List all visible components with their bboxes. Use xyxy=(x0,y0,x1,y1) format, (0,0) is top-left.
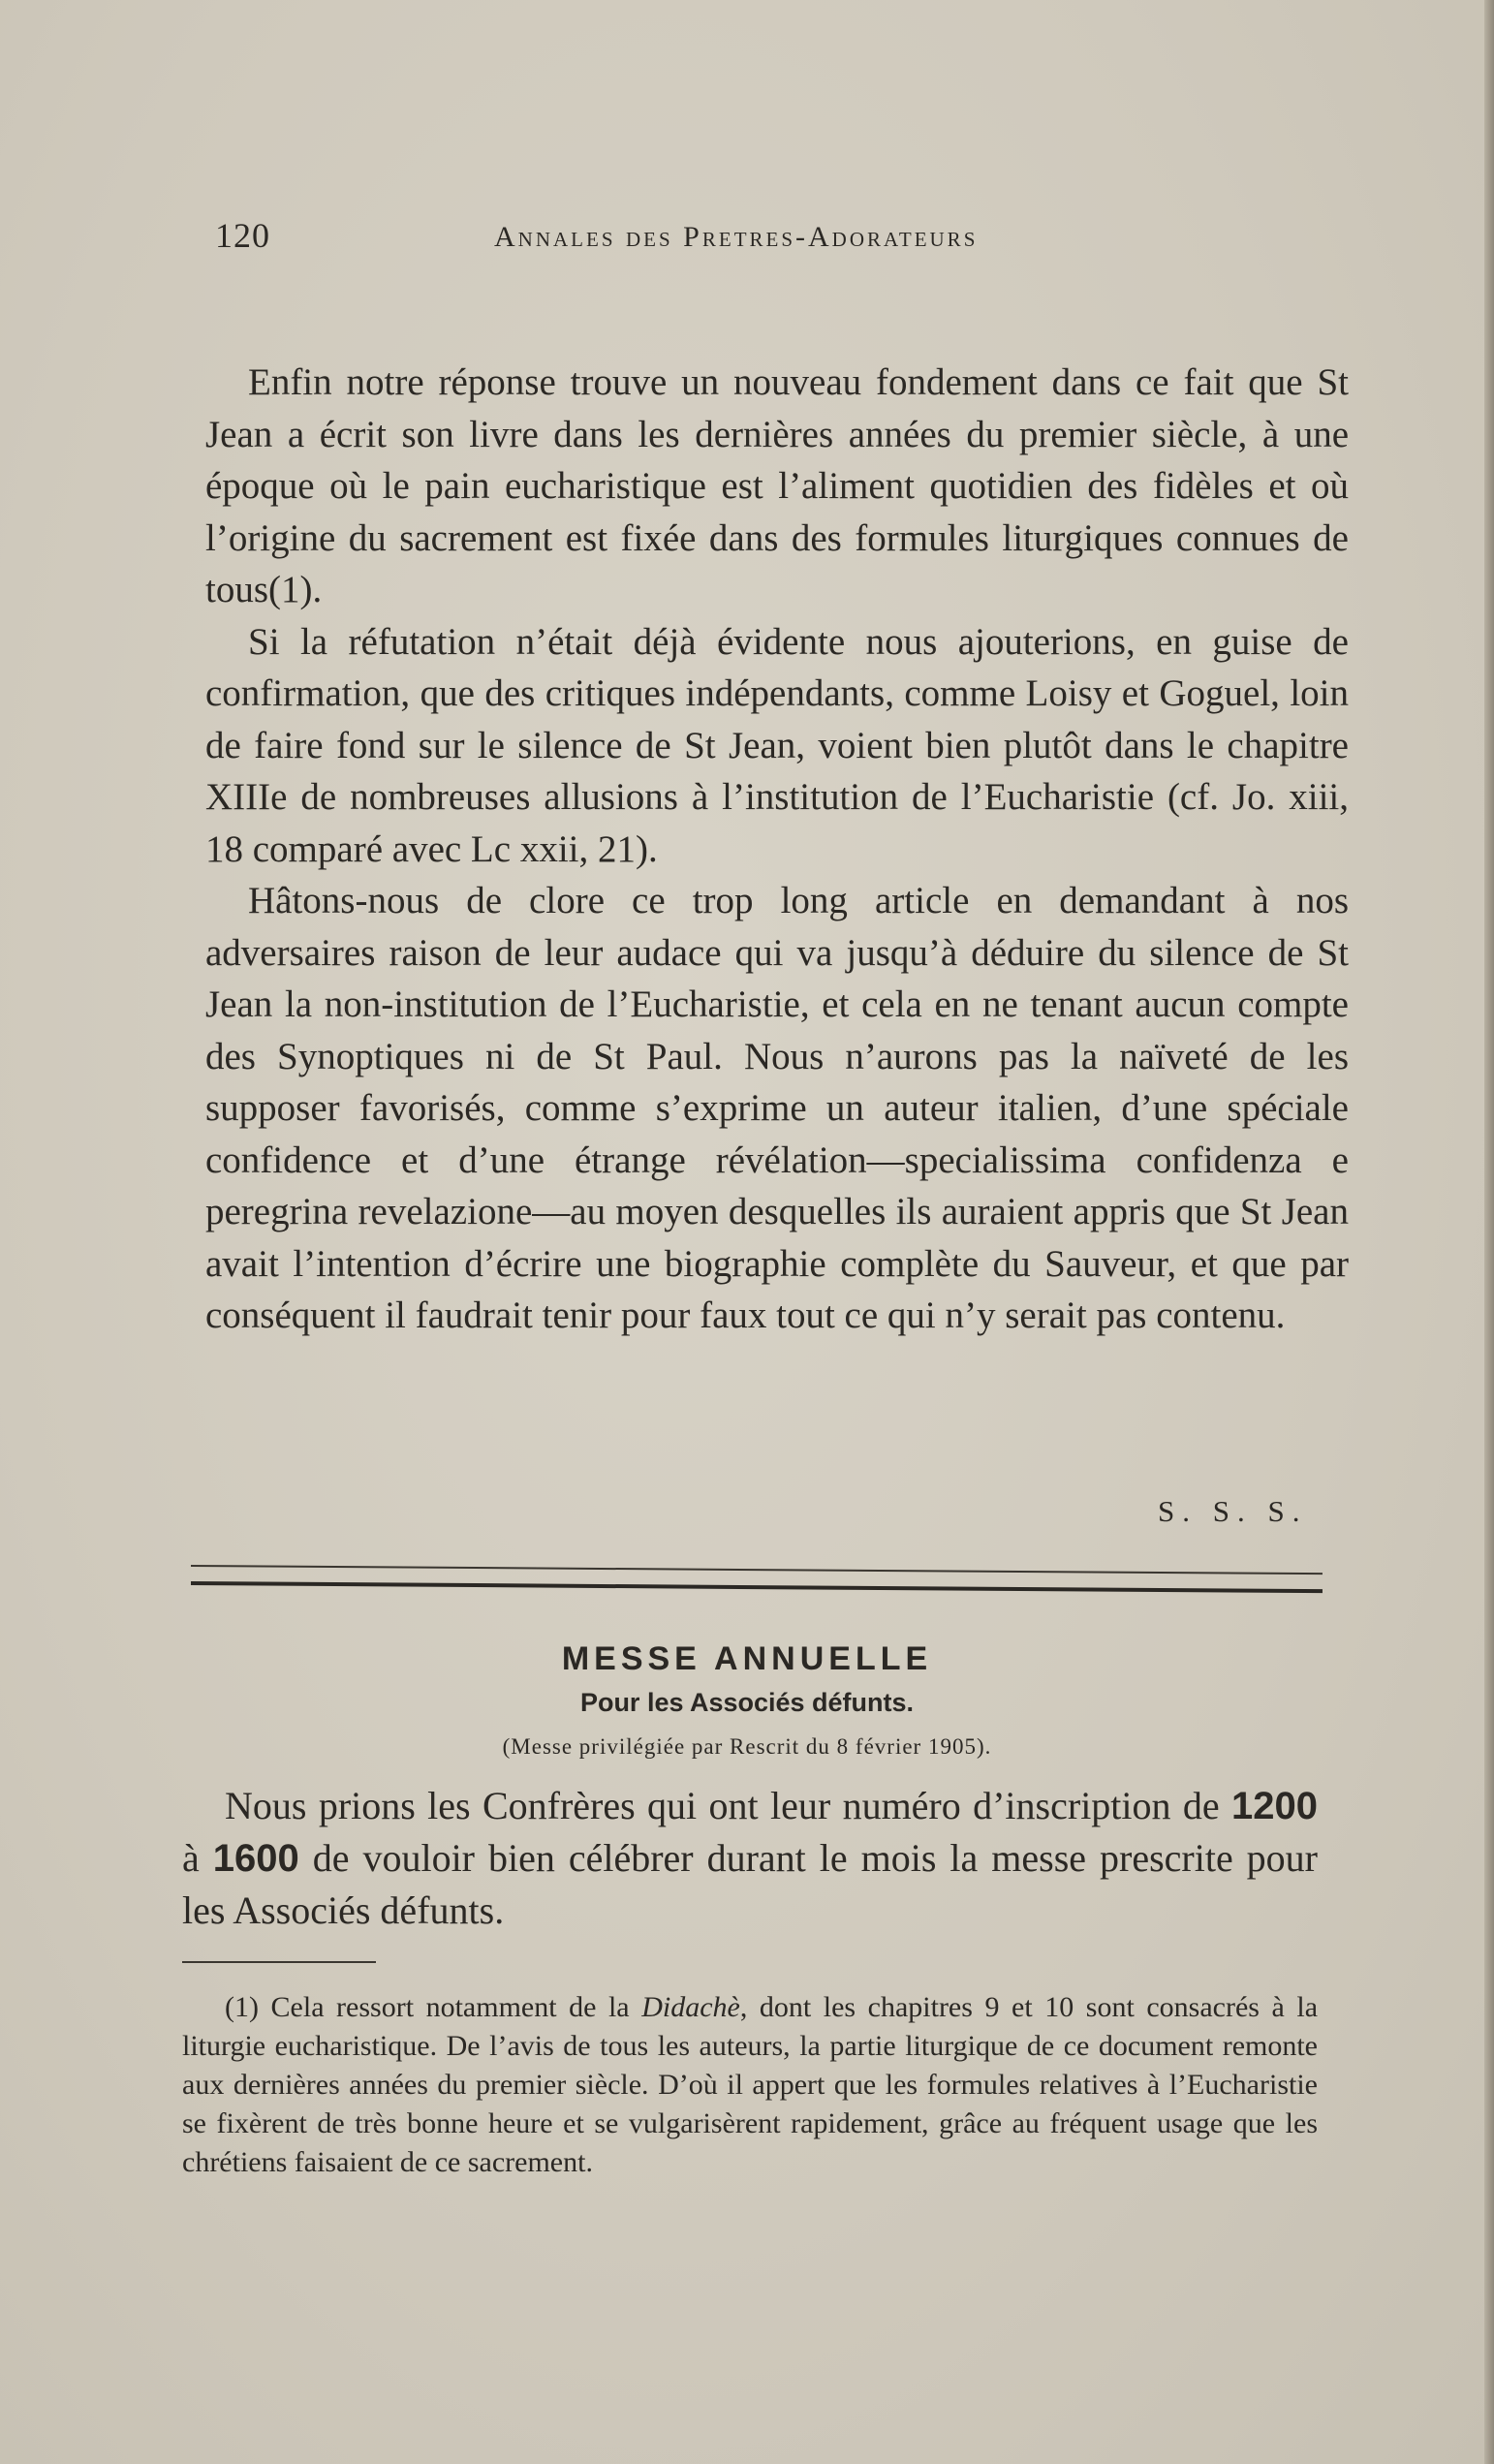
page-edge xyxy=(1484,0,1494,2464)
notice-text-after: de vouloir bien célébrer durant le mois la messe prescrite pour les Associés défunts. xyxy=(182,1836,1318,1932)
number-to: 1600 xyxy=(212,1837,299,1880)
notice-text-before: Nous prions les Confrères qui ont leur numéro d’inscription de xyxy=(225,1784,1232,1827)
notice-body xyxy=(182,1780,1318,1936)
page-number: 120 xyxy=(215,216,270,255)
notice-text-middle: à xyxy=(182,1836,213,1880)
footnote-italic: Didachè xyxy=(641,1991,740,2023)
author-signature: S. S. S. xyxy=(1158,1494,1308,1528)
article-paragraph: Hâtons-nous de clore ce trop long article en demandant à nos adversaires raison de leur audace qui va jusqu’à déduire du silence de St Jean la non-institution de l’Eucharistie, et cela en ne tenant aucun compte des Synoptiques ni de St Paul. Nous n’aurons pas la naïveté de les supposer favorisés, comme s’exprime un auteur italien, d’une spéciale confidence et d’une étrange révélation—specialissima confidenza e peregrina revelazione—au moyen desquelles ils auraient appris que St Jean avait l’intention d’écrire une biographie complète du Sauveur, et que par conséquent il faudrait tenir pour faux tout ce qui n’y serait pas contenu. xyxy=(205,880,1349,1336)
notice-title: MESSE ANNUELLE xyxy=(561,1640,933,1677)
footnote xyxy=(182,1988,1318,2182)
notice-note: (Messe privilégiée par Rescrit du 8 février 1905). xyxy=(502,1734,992,1759)
section-divider-thick xyxy=(191,1581,1323,1593)
footnote-lead: (1) Cela ressort notamment de la xyxy=(225,1991,642,2023)
notice-subtitle: Pour les Associés défunts. xyxy=(579,1688,915,1717)
footnote-rest: , dont les chapitres 9 et 10 sont consacrés à la liturgie eucharistique. De l’avis de tous les auteurs, la partie liturgique de ce document remonte aux dernières années du premier siècle. D’où il appert que les formules relatives à l’Eucharistie se fixèrent de très bonne heure et se vulgarisèrent rapidement, grâce au fréquent usage que les chrétiens faisaient de ce sacrement. xyxy=(182,1991,1319,2178)
notice-paragraph xyxy=(182,1780,1318,1936)
number-from: 1200 xyxy=(1231,1785,1318,1827)
page-header xyxy=(215,215,1349,273)
section-divider-thin xyxy=(191,1565,1323,1575)
article-paragraph: Si la réfutation n’était déjà évidente nous ajouterions, en guise de confirmation, que des critiques indépendants, comme Loisy et Goguel, loin de faire fond sur le silence de St Jean, voient bien plutôt dans le chapitre XIIIe de nombreuses allusions à l’institution de l’Eucharistie (cf. Jo. xiii, 18 comparé avec Lc xxii, 21). xyxy=(205,620,1349,870)
article-body xyxy=(205,357,1349,1342)
footnote-paragraph xyxy=(182,1988,1318,2182)
footnote-rule xyxy=(182,1961,376,1963)
running-title: Annales des Pretres-Adorateurs xyxy=(494,221,979,253)
article-paragraph: Enfin notre réponse trouve un nouveau fondement dans ce fait que St Jean a écrit son livre dans les dernières années du premier siècle, à une époque où le pain eucharistique est l’aliment quotidien des fidèles et où l’origine du sacrement est fixée dans des formules liturgiques connues de tous(1). xyxy=(205,361,1349,610)
